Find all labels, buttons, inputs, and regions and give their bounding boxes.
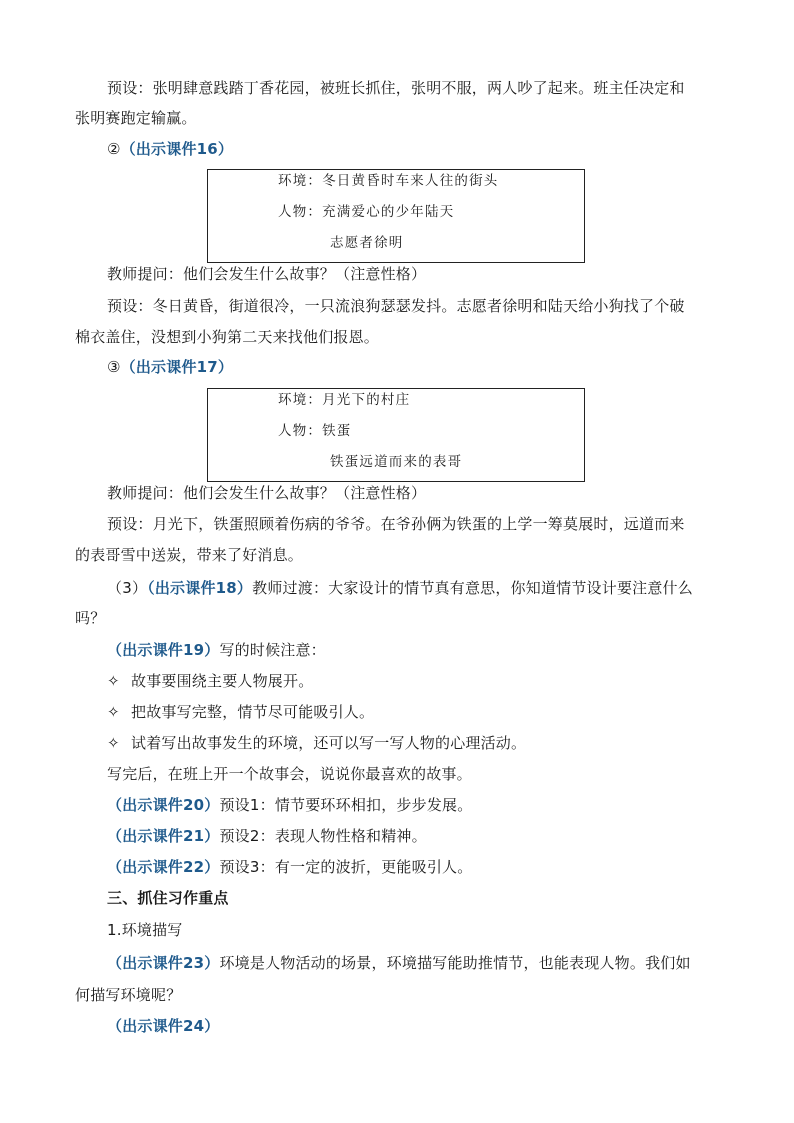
paragraph-line: 棉衣盖住，没想到小狗第二天来找他们报恩。 xyxy=(75,328,380,346)
courseware-tag: （出示课件23） xyxy=(107,954,220,972)
courseware-tag: （出示课件22） xyxy=(107,858,220,876)
paragraph-line: （3）（出示课件18）教师过渡：大家设计的情节真有意思，你知道情节设计要注意什么 xyxy=(107,579,693,597)
box-characters: 人物：充满爱心的少年陆天 xyxy=(278,204,455,220)
paragraph-line: 张明赛跑定输赢。 xyxy=(75,109,197,127)
section-heading: 三、抓住习作重点 xyxy=(107,889,229,907)
paragraph-line: 的表哥雪中送炭，带来了好消息。 xyxy=(75,546,304,564)
courseware-label xyxy=(107,357,233,377)
subsection-heading: 1.环境描写 xyxy=(107,921,183,939)
box-environment: 环境：月光下的村庄 xyxy=(278,392,411,408)
paragraph-line: （出示课件23）环境是人物活动的场景，环境描写能助推情节，也能表现人物。我们如 xyxy=(107,954,691,972)
paragraph-line: （出示课件22）预设3：有一定的波折，更能吸引人。 xyxy=(107,858,473,876)
diamond-bullet-icon: ✧ xyxy=(107,672,120,690)
paragraph-line: （出示课件21）预设2：表现人物性格和精神。 xyxy=(107,827,427,845)
courseware-tag: （出示课件18） xyxy=(147,579,253,597)
courseware-tag: （出示课件19） xyxy=(107,641,220,659)
courseware-tag: （出示课件20） xyxy=(107,796,220,814)
paragraph-line xyxy=(107,1016,219,1036)
courseware-label xyxy=(107,139,233,159)
paragraph-line: （出示课件19）写的时候注意： xyxy=(107,641,326,659)
courseware-tag: （出示课件16） xyxy=(120,140,234,158)
list-item: ✧ 故事要围绕主要人物展开。 xyxy=(107,672,314,690)
paragraph-line: 预设：冬日黄昏，街道很冷，一只流浪狗瑟瑟发抖。志愿者徐明和陆天给小狗找了个破 xyxy=(107,297,685,315)
diamond-bullet-icon: ✧ xyxy=(107,734,120,752)
scenario-box-1 xyxy=(207,169,585,263)
box-characters-extra: 铁蛋远道而来的表哥 xyxy=(330,454,463,470)
diamond-bullet-icon: ✧ xyxy=(107,703,120,721)
box-environment: 环境：冬日黄昏时车来人往的街头 xyxy=(278,173,499,189)
paragraph-line: （出示课件20）预设1：情节要环环相扣，步步发展。 xyxy=(107,796,473,814)
paragraph-line: 预设：月光下，铁蛋照顾着伤病的爷爷。在爷孙俩为铁蛋的上学一筹莫展时，远道而来 xyxy=(107,515,685,533)
paragraph-line: 预设：张明肆意践踏丁香花园，被班长抓住，张明不服，两人吵了起来。班主任决定和 xyxy=(107,79,685,97)
courseware-tag: （出示课件21） xyxy=(107,827,220,845)
paragraph-line: 吗？ xyxy=(75,609,106,627)
courseware-tag: （出示课件24） xyxy=(107,1017,220,1035)
paragraph-line: 写完后，在班上开一个故事会，说说你最喜欢的故事。 xyxy=(107,765,472,783)
item-number: ③ xyxy=(107,358,121,376)
scenario-box-2 xyxy=(207,388,585,482)
paragraph-line: 教师提问：他们会发生什么故事？（注意性格） xyxy=(107,265,427,283)
courseware-tag: （出示课件17） xyxy=(120,358,234,376)
box-characters-extra: 志愿者徐明 xyxy=(330,235,404,251)
paragraph-line: 教师提问：他们会发生什么故事？（注意性格） xyxy=(107,484,427,502)
paragraph-line: 何描写环境呢？ xyxy=(75,986,182,1004)
box-characters: 人物：铁蛋 xyxy=(278,423,352,439)
list-item: ✧ 把故事写完整，情节尽可能吸引人。 xyxy=(107,703,375,721)
item-number: ② xyxy=(107,140,121,158)
list-item: ✧ 试着写出故事发生的环境，还可以写一写人物的心理活动。 xyxy=(107,734,527,752)
